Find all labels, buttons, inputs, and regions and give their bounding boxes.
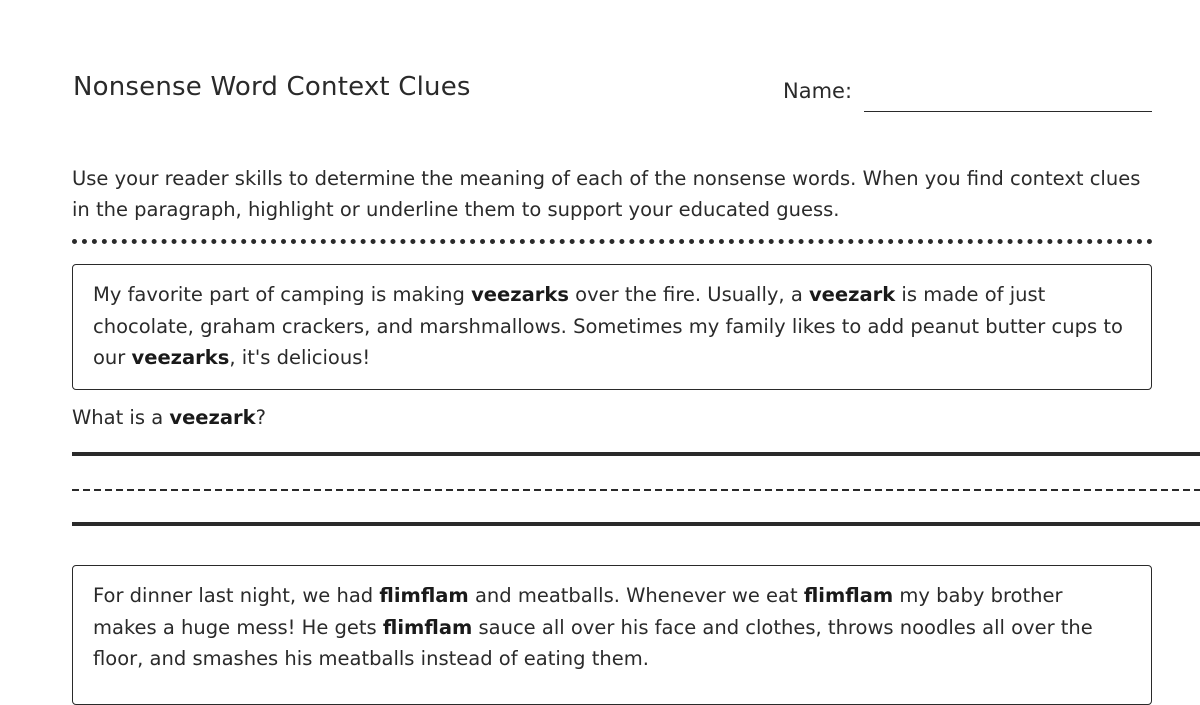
nonsense-word: flimflam bbox=[382, 615, 473, 639]
question-word: veezark bbox=[169, 406, 256, 429]
nonsense-word: veezark bbox=[808, 283, 896, 306]
instructions-text: Use your reader skills to determine the meaning of each of the nonsense words. When you find context clues in the paragraph, highlight or underline them to support your educated guess. bbox=[72, 167, 1141, 221]
section-divider bbox=[72, 239, 1153, 244]
question-suffix: ? bbox=[255, 406, 266, 429]
question-prefix: What is a bbox=[72, 406, 170, 429]
passage-box-1 bbox=[72, 264, 1152, 390]
answer-line-bottom bbox=[72, 522, 1200, 526]
name-label: Name: bbox=[783, 79, 853, 103]
nonsense-word: veezarks bbox=[131, 346, 230, 369]
nonsense-word: veezarks bbox=[471, 283, 569, 306]
page-title: Nonsense Word Context Clues bbox=[73, 72, 471, 102]
question-1 bbox=[72, 406, 266, 429]
passage-text: is made of just chocolate, graham crackers, and marshmallows. Sometimes my family likes to add peanut butter cups to our bbox=[93, 283, 1123, 369]
passage-text: For dinner last night, we had bbox=[93, 584, 380, 607]
passage-box-2 bbox=[72, 565, 1152, 705]
answer-line-top bbox=[72, 452, 1200, 456]
passage-text: my baby brother makes a huge mess! He gets bbox=[93, 584, 1063, 639]
answer-line-midline[interactable] bbox=[72, 489, 1200, 491]
passage-text: , it's delicious! bbox=[229, 346, 371, 369]
name-field-line[interactable] bbox=[864, 111, 1152, 112]
passage-text: and meatballs. Whenever we eat bbox=[468, 584, 804, 607]
nonsense-word: flimflam bbox=[379, 584, 469, 607]
passage-text: over the fire. Usually, a bbox=[568, 283, 809, 306]
passage-text: sauce all over his face and clothes, throws noodles all over the floor, and smashes his meatballs instead of eating them. bbox=[93, 615, 1093, 670]
passage-text: My favorite part of camping is making bbox=[93, 283, 472, 306]
nonsense-word: flimflam bbox=[803, 584, 894, 607]
